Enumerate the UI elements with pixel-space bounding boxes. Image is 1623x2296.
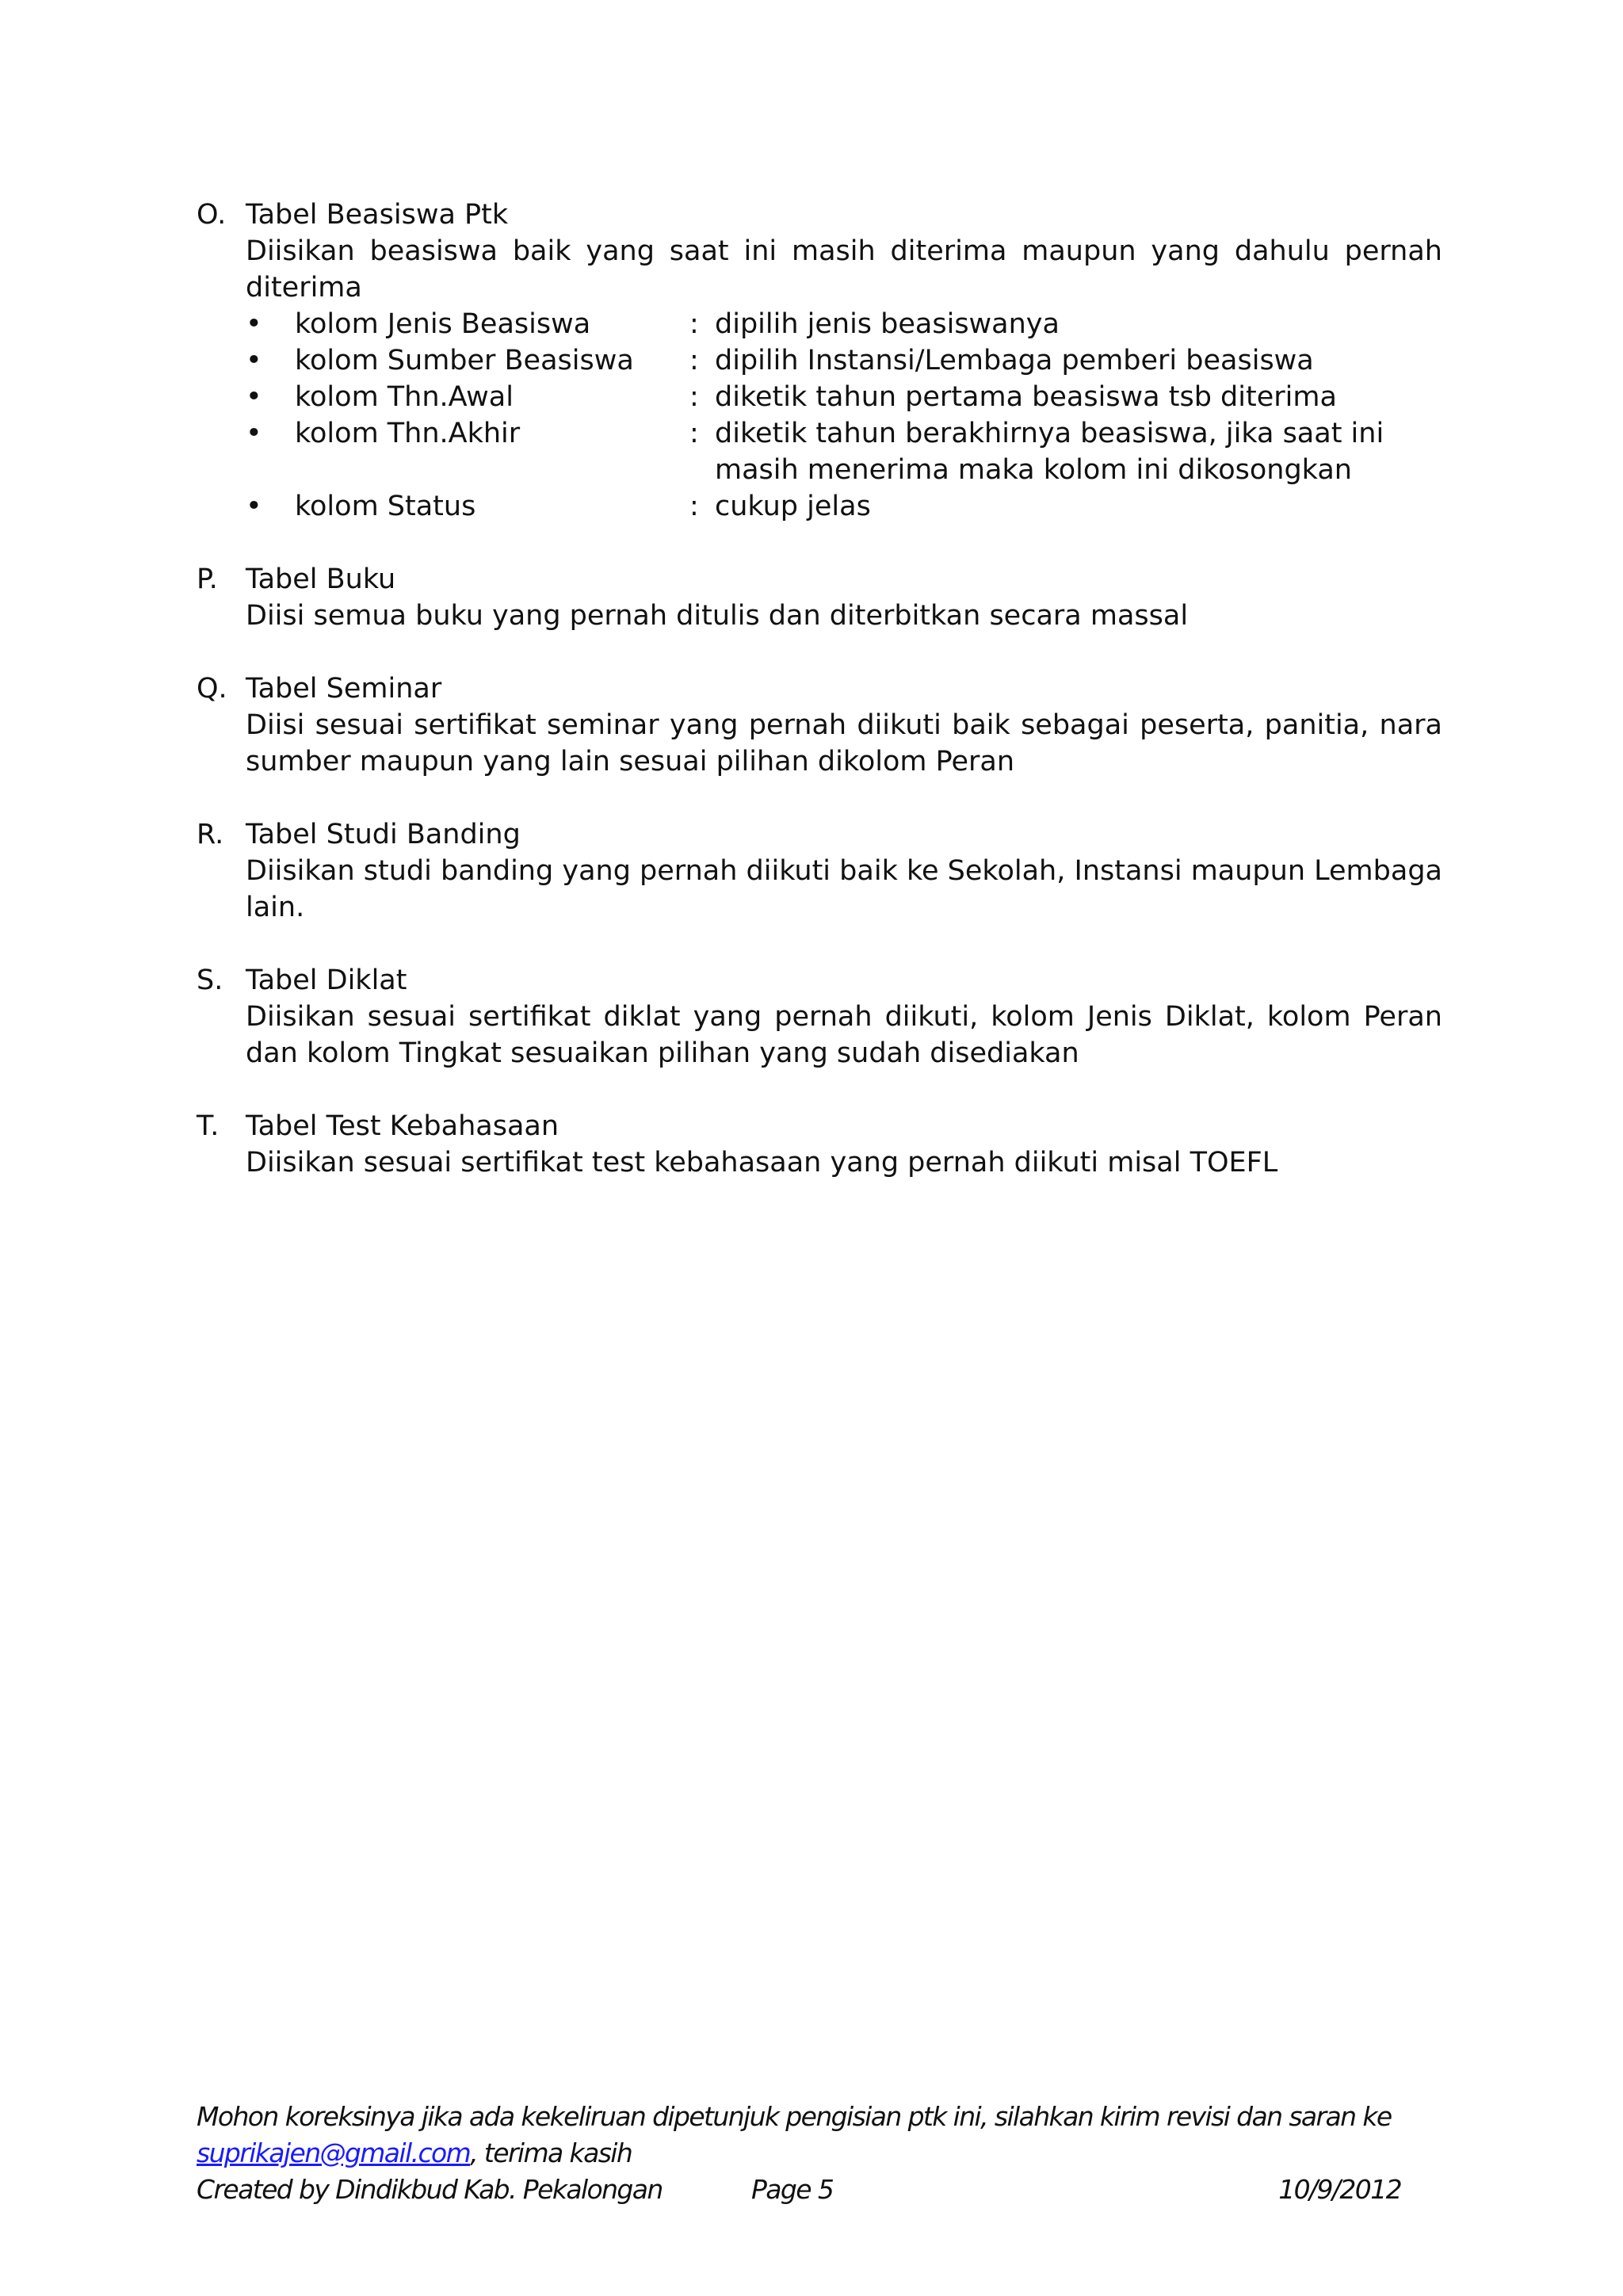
section-title: Tabel Seminar bbox=[246, 673, 442, 705]
bullet-description: diketik tahun pertama beasiswa tsb diterima bbox=[715, 381, 1337, 413]
section-title: Tabel Studi Banding bbox=[246, 819, 521, 850]
bullet-label: kolom Status bbox=[295, 491, 476, 522]
section-title: Tabel Test Kebahasaan bbox=[246, 1110, 559, 1142]
section-letter: O. bbox=[197, 199, 227, 231]
bullet-icon: • bbox=[246, 345, 262, 376]
bullet-icon: • bbox=[246, 381, 262, 413]
bullet-icon: • bbox=[246, 418, 262, 449]
bullet-description: cukup jelas bbox=[715, 491, 871, 522]
bullet-item bbox=[246, 488, 1442, 525]
document-content bbox=[197, 197, 1442, 1217]
bullet-item bbox=[246, 342, 1442, 379]
bullet-colon: : bbox=[689, 345, 699, 376]
section-body: Diisikan sesuai sertifikat diklat yang pernah diikuti, kolom Jenis Diklat, kolom Peran dan kolom Tingkat sesuaikan pilihan yang sudah disediakan bbox=[246, 1001, 1442, 1069]
footer-thanks: , terima kasih bbox=[470, 2137, 632, 2168]
section-buku bbox=[197, 561, 1442, 634]
footer-email-line bbox=[197, 2135, 1401, 2172]
section-heading bbox=[197, 561, 1442, 598]
section-body: Diisi semua buku yang pernah ditulis dan diterbitkan secara massal bbox=[246, 600, 1189, 632]
section-seminar bbox=[197, 670, 1442, 780]
bullet-description: dipilih Instansi/Lembaga pemberi beasiswa bbox=[715, 345, 1314, 376]
footer-request-line: Mohon koreksinya jika ada kekeliruan dipetunjuk pengisian ptk ini, silahkan kirim revisi dan saran ke bbox=[197, 2101, 1392, 2132]
page-footer bbox=[197, 2099, 1401, 2208]
section-body: Diisi sesuai sertifikat seminar yang pernah diikuti baik sebagai peserta, panitia, nara sumber maupun yang lain sesuai pilihan dikolom Peran bbox=[246, 709, 1442, 777]
footer-meta-line bbox=[197, 2172, 1401, 2208]
bullet-icon: • bbox=[246, 308, 262, 340]
bullet-colon: : bbox=[689, 308, 699, 340]
bullet-description: diketik tahun berakhirnya beasiswa, jika saat ini masih menerima maka kolom ini dikosongkan bbox=[715, 418, 1384, 486]
section-letter: P. bbox=[197, 563, 218, 595]
bullet-icon: • bbox=[246, 491, 262, 522]
footer-page-number: Page 5 bbox=[751, 2174, 834, 2205]
section-body: Diisikan sesuai sertifikat test kebahasaan yang pernah diikuti misal TOEFL bbox=[246, 1147, 1278, 1179]
section-body: Diisikan studi banding yang pernah diikuti baik ke Sekolah, Instansi maupun Lembaga lain. bbox=[246, 855, 1442, 923]
bullet-label: kolom Jenis Beasiswa bbox=[295, 308, 591, 340]
footer-date: 10/9/2012 bbox=[1278, 2174, 1401, 2205]
section-studi-banding bbox=[197, 816, 1442, 926]
section-body: Diisikan beasiswa baik yang saat ini masih diterima maupun yang dahulu pernah diterima bbox=[246, 235, 1442, 304]
section-title: Tabel Diklat bbox=[246, 965, 407, 996]
section-heading bbox=[197, 670, 1442, 707]
bullet-item bbox=[246, 415, 1442, 488]
footer-created-by: Created by Dindikbud Kab. Pekalongan bbox=[197, 2174, 663, 2205]
section-heading bbox=[197, 962, 1442, 999]
bullet-description: dipilih jenis beasiswanya bbox=[715, 308, 1060, 340]
bullet-item bbox=[246, 379, 1442, 415]
bullet-colon: : bbox=[689, 491, 699, 522]
section-title: Tabel Beasiswa Ptk bbox=[246, 199, 509, 231]
section-letter: Q. bbox=[197, 673, 227, 705]
bullet-label: kolom Thn.Awal bbox=[295, 381, 514, 413]
section-letter: T. bbox=[197, 1110, 220, 1142]
section-heading bbox=[197, 1108, 1442, 1144]
bullet-label: kolom Thn.Akhir bbox=[295, 418, 521, 449]
section-heading bbox=[197, 816, 1442, 853]
section-test-kebahasaan bbox=[197, 1108, 1442, 1181]
bullet-colon: : bbox=[689, 381, 699, 413]
section-letter: R. bbox=[197, 819, 224, 850]
section-title: Tabel Buku bbox=[246, 563, 396, 595]
section-diklat bbox=[197, 962, 1442, 1072]
section-beasiswa bbox=[197, 197, 1442, 525]
footer-email-link[interactable]: suprikajen@gmail.com bbox=[197, 2137, 471, 2168]
bullet-list bbox=[197, 306, 1442, 525]
section-letter: S. bbox=[197, 965, 223, 996]
section-heading bbox=[197, 197, 1442, 233]
bullet-item bbox=[246, 306, 1442, 342]
bullet-label: kolom Sumber Beasiswa bbox=[295, 345, 634, 376]
bullet-colon: : bbox=[689, 418, 699, 449]
